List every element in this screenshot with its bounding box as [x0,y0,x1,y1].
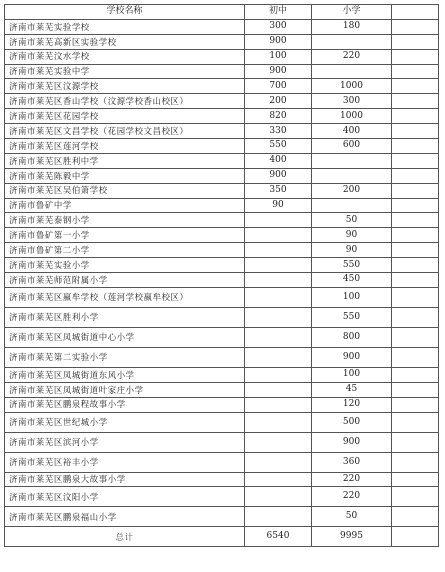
middle-school-value: 300 [245,19,312,34]
school-name-cell: 济南市鲁矿中学 [5,198,245,213]
table-row [5,382,439,397]
primary-school-value: 50 [312,213,392,228]
middle-school-value [245,243,312,258]
school-name-cell: 济南市莱芜区汶源学校 [5,79,245,94]
middle-school-value: 900 [245,64,312,79]
middle-school-value: 200 [245,94,312,109]
extra-cell [392,347,439,367]
table-row [5,258,439,273]
table-row [5,124,439,139]
extra-cell [392,153,439,168]
primary-school-value: 200 [312,183,392,198]
middle-school-value [245,412,312,432]
extra-cell [392,49,439,64]
middle-school-value: 900 [245,168,312,183]
extra-cell [392,168,439,183]
extra-cell [392,507,439,527]
table-row [5,19,439,34]
table-row [5,198,439,213]
school-name-cell: 济南市莱芜陈毅中学 [5,168,245,183]
extra-cell [392,367,439,382]
middle-school-value [245,287,312,307]
table-row [5,287,439,307]
school-name-cell: 济南市鲁矿第二小学 [5,243,245,258]
table-row [5,472,439,487]
middle-school-value [245,273,312,288]
school-name-cell: 济南市莱芜区鹏泉大故事小学 [5,472,245,487]
school-name-cell: 济南市莱芜区胜利中学 [5,153,245,168]
middle-school-value: 330 [245,124,312,139]
school-name-cell: 济南市莱芜区汶阳小学 [5,487,245,507]
middle-school-value [245,487,312,507]
school-name-cell: 济南市莱芜第二实验小学 [5,347,245,367]
primary-school-value: 800 [312,327,392,347]
middle-school-value [245,258,312,273]
table-row [5,94,439,109]
school-name-cell: 济南市莱芜区香山学校（汶源学校香山校区） [5,94,245,109]
primary-school-value: 400 [312,124,392,139]
primary-school-value: 100 [312,367,392,382]
primary-school-value: 180 [312,19,392,34]
extra-cell [392,198,439,213]
total-extra-cell [392,527,439,547]
extra-cell [392,452,439,472]
primary-school-value: 45 [312,382,392,397]
middle-school-value [245,452,312,472]
extra-cell [392,79,439,94]
middle-school-value [245,228,312,243]
middle-school-value: 100 [245,49,312,64]
table-row [5,367,439,382]
table-row [5,347,439,367]
table-row [5,397,439,412]
table-row [5,327,439,347]
extra-cell [392,64,439,79]
primary-school-value: 100 [312,287,392,307]
middle-school-value [245,382,312,397]
school-name-cell: 济南市莱芜师范附属小学 [5,273,245,288]
primary-school-value: 900 [312,347,392,367]
school-name-cell: 济南市莱芜区凤城街道叶家庄小学 [5,382,245,397]
total-row [5,527,439,547]
school-name-cell: 济南市鲁矿第一小学 [5,228,245,243]
school-name-cell: 济南市莱芜区鹏泉程故事小学 [5,397,245,412]
school-name-cell: 济南市莱芜区凤城街道中心小学 [5,327,245,347]
school-name-cell: 济南市莱芜区吴伯箫学校 [5,183,245,198]
primary-school-value [312,168,392,183]
middle-school-value [245,213,312,228]
primary-school-value: 500 [312,412,392,432]
extra-cell [392,109,439,124]
middle-school-value: 900 [245,34,312,49]
table-row [5,432,439,452]
total-label: 总计 [5,527,245,547]
middle-school-value [245,307,312,327]
extra-cell [392,487,439,507]
middle-school-value: 700 [245,79,312,94]
primary-school-value: 90 [312,228,392,243]
table-row [5,228,439,243]
table-row [5,64,439,79]
extra-cell [392,213,439,228]
middle-school-value [245,507,312,527]
school-enrollment-table [4,4,439,547]
table-row [5,507,439,527]
primary-school-value [312,64,392,79]
extra-cell [392,139,439,154]
header-school-name: 学校名称 [5,5,245,20]
school-name-cell: 济南市莱芜泰钢小学 [5,213,245,228]
extra-cell [392,397,439,412]
primary-school-value: 300 [312,94,392,109]
primary-school-value: 1000 [312,109,392,124]
table-row [5,153,439,168]
primary-school-value: 220 [312,49,392,64]
table-row [5,139,439,154]
school-name-cell: 济南市莱芜实验小学 [5,258,245,273]
school-name-cell: 济南市莱芜区滨河小学 [5,432,245,452]
extra-cell [392,183,439,198]
extra-cell [392,228,439,243]
middle-school-value: 90 [245,198,312,213]
extra-cell [392,432,439,452]
extra-cell [392,94,439,109]
middle-school-value [245,432,312,452]
primary-school-value: 600 [312,139,392,154]
header-extra [392,5,439,20]
primary-school-value [312,153,392,168]
primary-school-value: 550 [312,258,392,273]
primary-school-value: 1000 [312,79,392,94]
header-primary-school: 小学 [312,5,392,20]
total-primary-value: 9995 [312,527,392,547]
table-row [5,213,439,228]
extra-cell [392,34,439,49]
school-name-cell: 济南市莱芜高新区实验学校 [5,34,245,49]
primary-school-value [312,198,392,213]
table-row [5,452,439,472]
table-row [5,307,439,327]
school-name-cell: 济南市莱芜区文昌学校（花园学校文昌校区） [5,124,245,139]
header-middle-school: 初中 [245,5,312,20]
primary-school-value: 900 [312,432,392,452]
extra-cell [392,472,439,487]
primary-school-value: 550 [312,307,392,327]
middle-school-value [245,367,312,382]
school-name-cell: 济南市莱芜区鹏泉福山小学 [5,507,245,527]
school-name-cell: 济南市莱芜实验中学 [5,64,245,79]
extra-cell [392,412,439,432]
table-row [5,79,439,94]
primary-school-value: 360 [312,452,392,472]
table-row [5,49,439,64]
primary-school-value: 220 [312,487,392,507]
school-name-cell: 济南市莱芜区世纪城小学 [5,412,245,432]
middle-school-value [245,327,312,347]
extra-cell [392,382,439,397]
school-name-cell: 济南市莱芜区嬴牟学校（莲河学校嬴牟校区） [5,287,245,307]
school-name-cell: 济南市莱芜区凤城街道东风小学 [5,367,245,382]
extra-cell [392,307,439,327]
middle-school-value: 550 [245,139,312,154]
table-row [5,412,439,432]
extra-cell [392,327,439,347]
primary-school-value: 120 [312,397,392,412]
middle-school-value: 820 [245,109,312,124]
table-row [5,273,439,288]
primary-school-value: 90 [312,243,392,258]
table-row [5,109,439,124]
school-name-cell: 济南市莱芜实验学校 [5,19,245,34]
total-middle-value: 6540 [245,527,312,547]
middle-school-value: 400 [245,153,312,168]
primary-school-value [312,34,392,49]
extra-cell [392,243,439,258]
table-row [5,243,439,258]
middle-school-value [245,472,312,487]
primary-school-value: 50 [312,507,392,527]
middle-school-value [245,397,312,412]
header-row [5,5,439,20]
table-row [5,183,439,198]
primary-school-value: 450 [312,273,392,288]
school-name-cell: 济南市莱芜区莲河学校 [5,139,245,154]
table-row [5,34,439,49]
extra-cell [392,287,439,307]
table-row [5,487,439,507]
primary-school-value: 220 [312,472,392,487]
school-name-cell: 济南市莱芜汶水学校 [5,49,245,64]
middle-school-value: 350 [245,183,312,198]
extra-cell [392,258,439,273]
table-row [5,168,439,183]
school-name-cell: 济南市莱芜区裕丰小学 [5,452,245,472]
extra-cell [392,124,439,139]
middle-school-value [245,347,312,367]
school-name-cell: 济南市莱芜区花园学校 [5,109,245,124]
school-name-cell: 济南市莱芜区胜利小学 [5,307,245,327]
extra-cell [392,19,439,34]
extra-cell [392,273,439,288]
